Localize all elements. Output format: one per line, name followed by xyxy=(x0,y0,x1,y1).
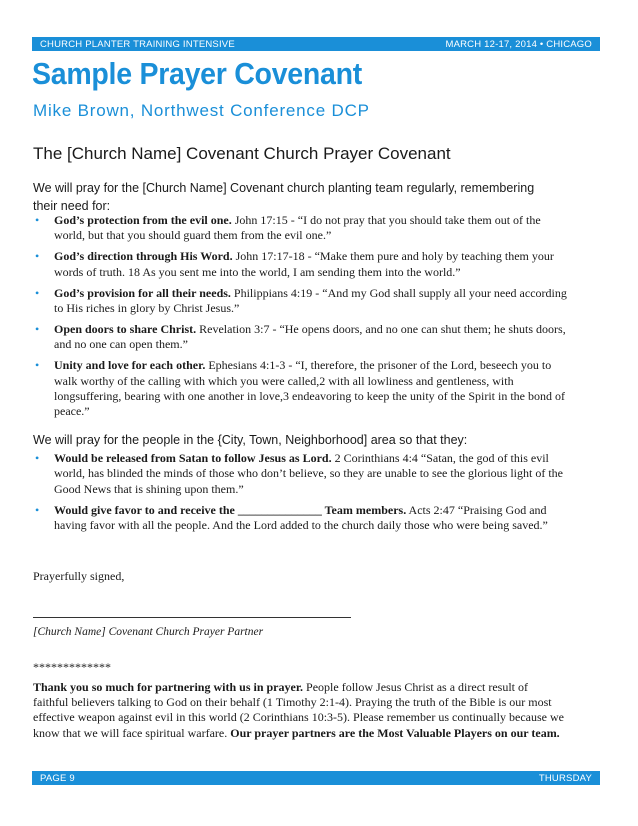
signed-text: Prayerfully signed, xyxy=(33,569,125,583)
bullet-icon: • xyxy=(35,213,40,227)
list-item-bold: Open doors to share Christ. xyxy=(54,321,197,336)
list-item-text: 2 Corinthians 4:4 “Satan, the god of this evil world, has blinded the minds of those who don’t believe, so they are unable to see the glorious light of the Good News that is shining upon them.” xyxy=(54,451,564,496)
list-item xyxy=(33,322,573,353)
closing-bold-thanks: Thank you so much for partnering with us in prayer. xyxy=(33,680,304,694)
separator-stars: ************* xyxy=(33,660,111,674)
closing-paragraph xyxy=(33,680,565,741)
list-item xyxy=(33,358,573,420)
list-item xyxy=(33,286,573,317)
footer-bar xyxy=(32,771,600,785)
list-item-text: Ephesians 4:1-3 - “I, therefore, the prisoner of the Lord, beseech you to walk worthy of the calling with which you were called,2 with all lowliness and gentleness, with longsuffering, bearing with one another in love,3 endeavoring to keep the unity of the Spirit in the bond of peace.” xyxy=(54,358,565,419)
list-item-bold: Would be released from Satan to follow Jesus as Lord. xyxy=(54,451,332,465)
people-prayer-list xyxy=(33,451,573,539)
list-item xyxy=(33,503,573,534)
bullet-icon: • xyxy=(35,321,40,336)
team-prayer-list xyxy=(33,213,573,425)
list-item-bold: Unity and love for each other. xyxy=(54,358,206,373)
intro-paragraph-team: We will pray for the [Church Name] Covenant church planting team regularly, remembering their need for: xyxy=(33,181,535,213)
signature-line xyxy=(33,617,351,618)
list-item-text: Philippians 4:19 - “And my God shall supply all your need according to His riches in glory by Christ Jesus.” xyxy=(54,285,567,316)
list-item xyxy=(33,451,573,497)
page-number: PAGE 9 xyxy=(40,772,75,784)
header-bar xyxy=(32,37,600,51)
header-event-title: CHURCH PLANTER TRAINING INTENSIVE xyxy=(40,38,235,50)
intro-paragraph-people: We will pray for the people in the {City, Town, Neighborhood] area so that they: xyxy=(33,433,468,447)
bullet-icon: • xyxy=(35,358,40,373)
list-item-text: John 17:17-18 - “Make them pure and holy by teaching them your words of truth. 18 As you sent me into the world, I am sending them into the world.” xyxy=(54,249,554,279)
closing-text: People follow Jesus Christ as a direct result of faithful believers talking to God on their behalf (1 Timothy 2:1-4). Praying the truth of the Bible is our most effective weapon against evil in this world (2 Corinthians 10:3-5). Please remember us continually because we know that we will face spiritual warfare. xyxy=(33,680,564,740)
bullet-icon: • xyxy=(35,502,40,517)
list-item-bold: God’s protection from the evil one. xyxy=(54,213,232,227)
bullet-icon: • xyxy=(35,249,40,264)
list-item-text: Revelation 3:7 - “He opens doors, and no one can shut them; he shuts doors, and no one can open them.” xyxy=(54,321,566,352)
bullet-icon: • xyxy=(35,285,40,300)
bullet-icon: • xyxy=(35,451,40,465)
footer-day: THURSDAY xyxy=(538,772,592,784)
list-item xyxy=(33,213,573,244)
signature-label: [Church Name] Covenant Church Prayer Partner xyxy=(33,626,264,638)
list-item-bold: Would give favor to and receive the ______________ Team members. xyxy=(54,502,407,517)
list-item-text: John 17:15 - “I do not pray that you should take them out of the world, but that you should guard them from the evil one.” xyxy=(54,213,541,243)
covenant-heading: The [Church Name] Covenant Church Prayer Covenant xyxy=(33,144,451,163)
page-title: Sample Prayer Covenant xyxy=(32,56,362,91)
closing-bold-mvp: Our prayer partners are the Most Valuable Players on our team. xyxy=(230,725,560,740)
list-item-bold: God’s direction through His Word. xyxy=(54,249,233,264)
page-subtitle: Mike Brown, Northwest Conference DCP xyxy=(33,101,370,120)
list-item-text: Acts 2:47 “Praising God and having favor with all the people. And the Lord added to the church daily those who were being saved.” xyxy=(54,502,548,533)
list-item xyxy=(33,249,573,280)
list-item-bold: God’s provision for all their needs. xyxy=(54,285,231,300)
header-event-date: MARCH 12-17, 2014 • CHICAGO xyxy=(445,38,592,50)
